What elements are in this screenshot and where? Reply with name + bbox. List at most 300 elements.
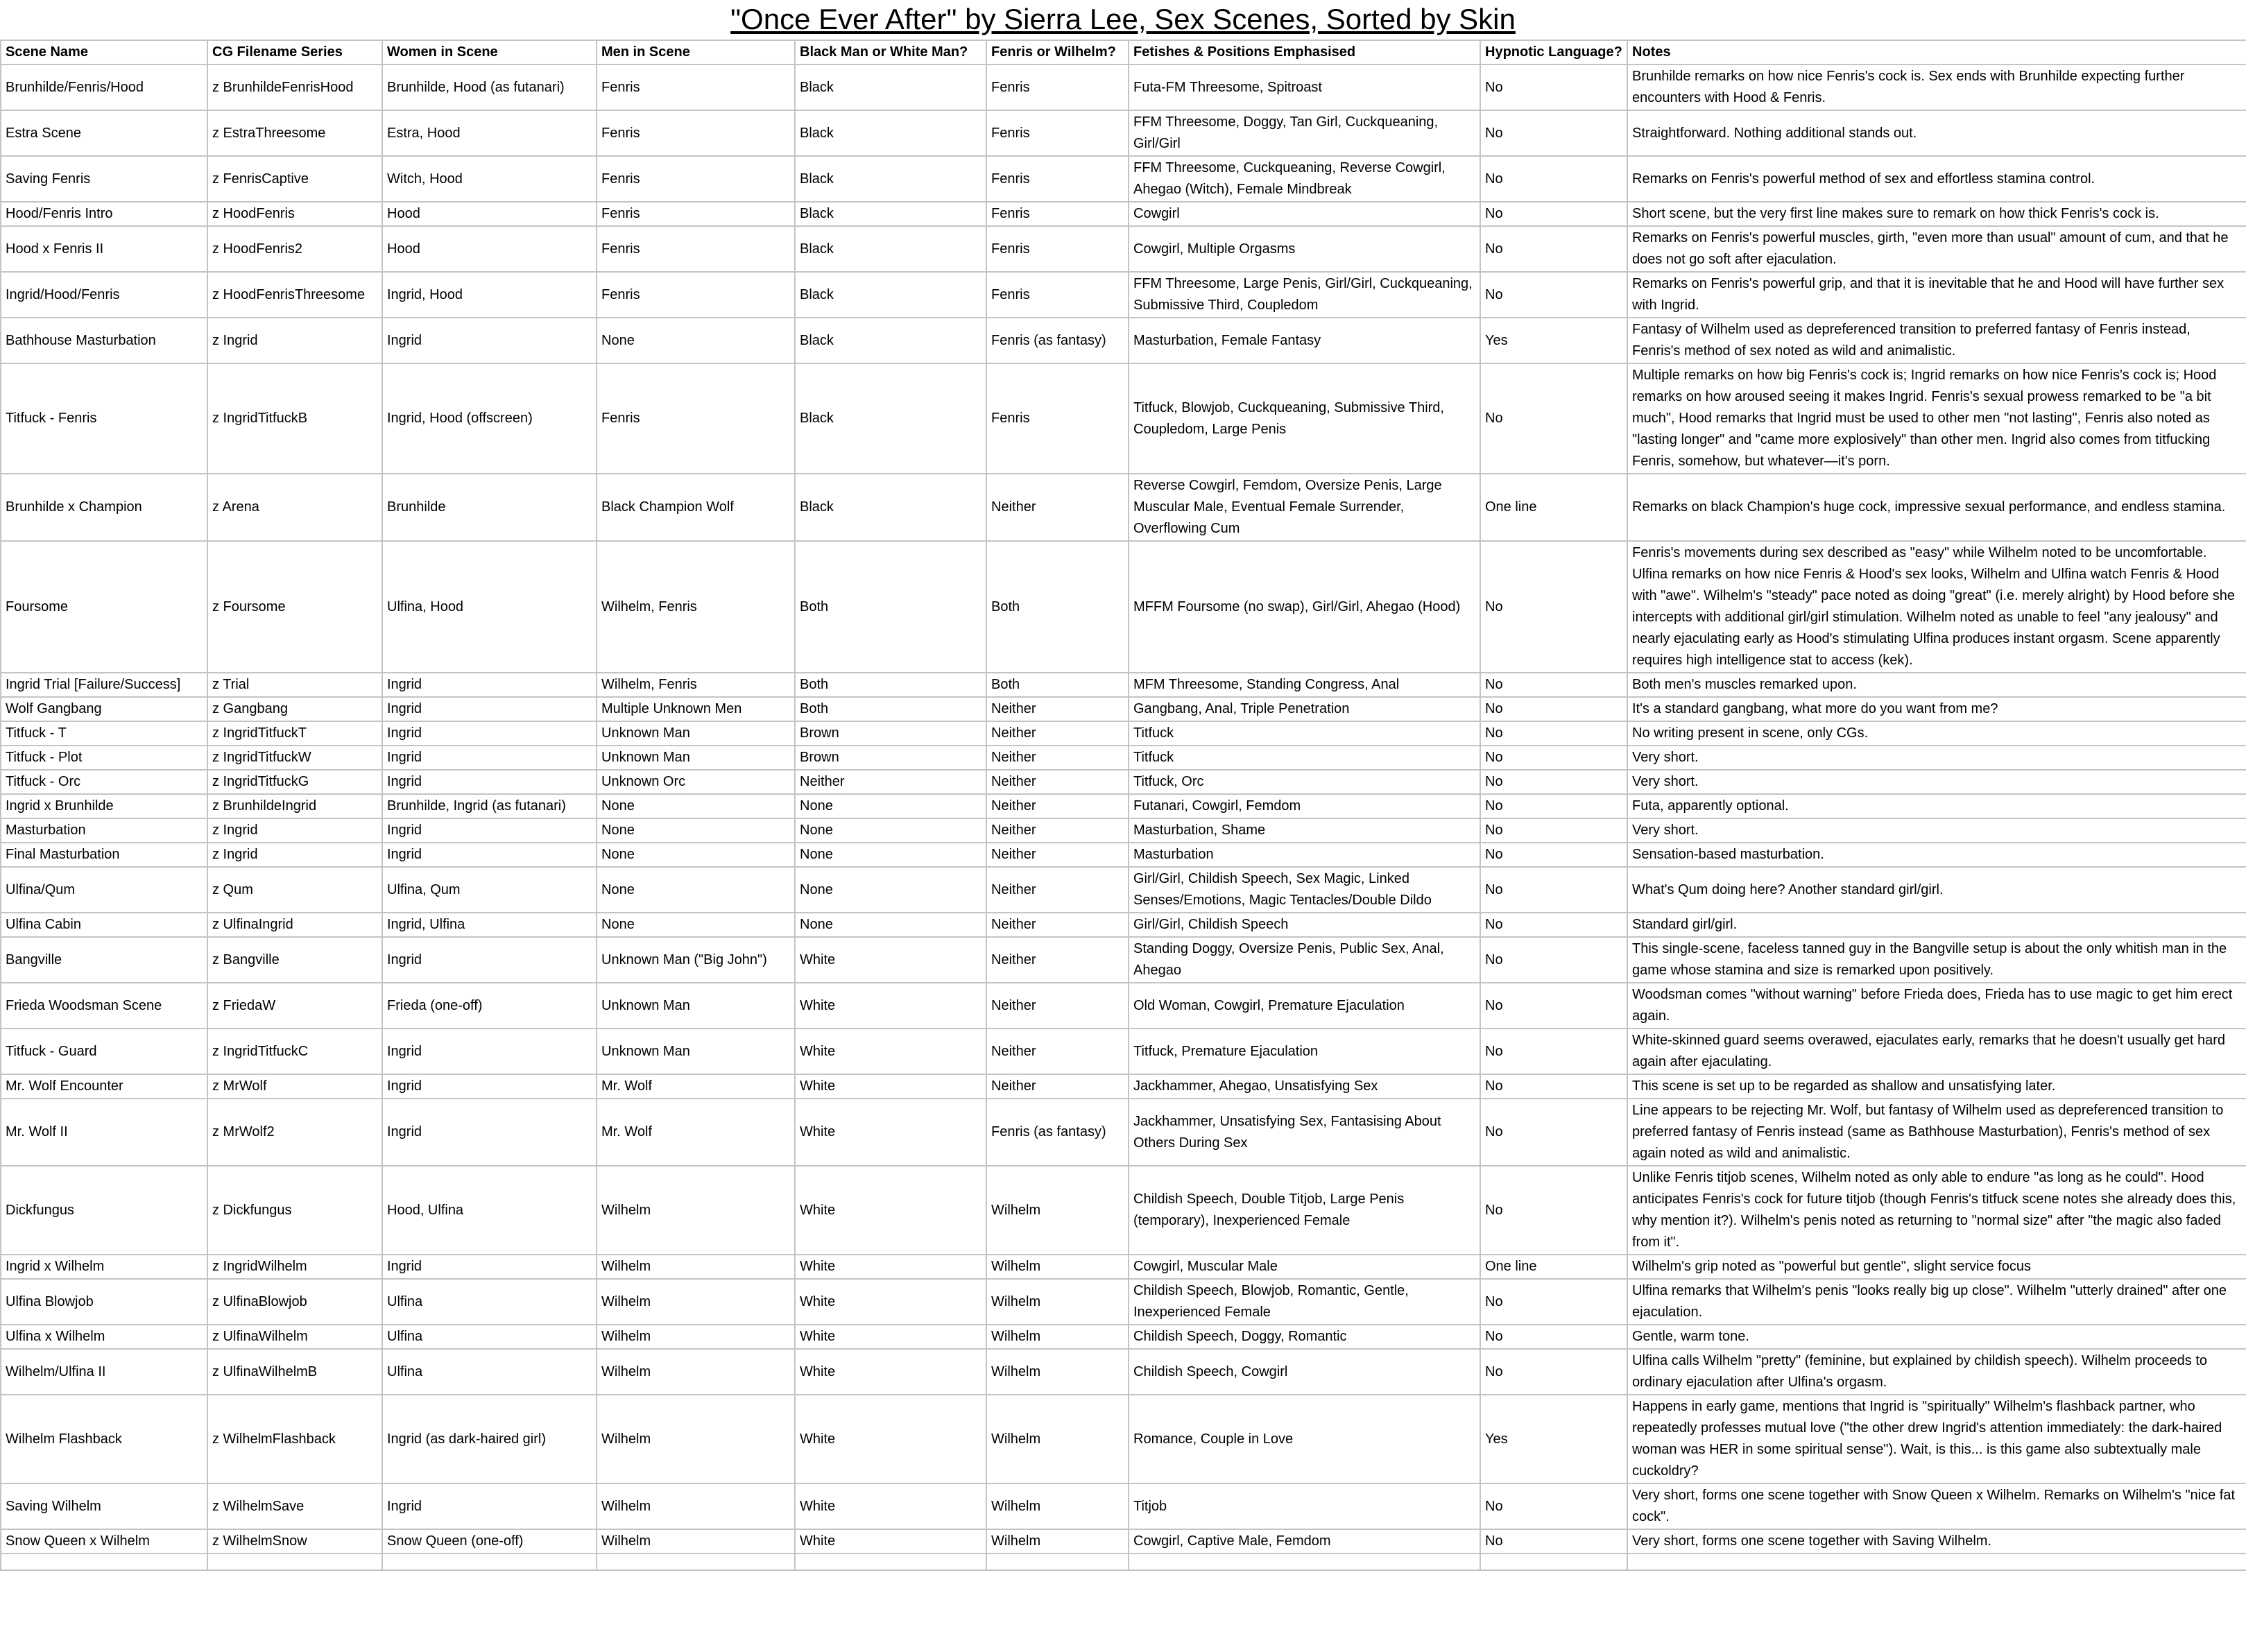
- cell-hypnotic[interactable]: No: [1480, 746, 1627, 770]
- cell-skin[interactable]: White: [795, 1255, 986, 1279]
- cell-men[interactable]: None: [597, 913, 795, 937]
- cell-skin[interactable]: White: [795, 983, 986, 1029]
- cell-cg-filename[interactable]: z UlfinaIngrid: [207, 913, 382, 937]
- cell-fenris-wilhelm[interactable]: Neither: [986, 746, 1129, 770]
- cell-fetishes[interactable]: Jackhammer, Unsatisfying Sex, Fantasising About Others During Sex: [1129, 1099, 1480, 1166]
- cell-women[interactable]: Ingrid: [382, 1029, 597, 1074]
- cell-cg-filename[interactable]: z HoodFenrisThreesome: [207, 272, 382, 318]
- cell-men[interactable]: Wilhelm: [597, 1255, 795, 1279]
- cell-fetishes[interactable]: Cowgirl: [1129, 202, 1480, 226]
- cell-skin[interactable]: None: [795, 913, 986, 937]
- cell-fenris-wilhelm[interactable]: Neither: [986, 983, 1129, 1029]
- cell-cg-filename[interactable]: z Foursome: [207, 541, 382, 673]
- cell-women[interactable]: Ingrid: [382, 818, 597, 843]
- cell-fenris-wilhelm[interactable]: Wilhelm: [986, 1279, 1129, 1325]
- cell-men[interactable]: Wilhelm: [597, 1395, 795, 1483]
- empty-cell[interactable]: [1, 1554, 207, 1570]
- cell-notes[interactable]: Very short, forms one scene together with Snow Queen x Wilhelm. Remarks on Wilhelm's "nice fat cock".: [1627, 1483, 2246, 1529]
- cell-notes[interactable]: Fenris's movements during sex described as "easy" while Wilhelm noted to be uncomfortable. Ulfina remarks on how nice Fenris & Hood's sex looks, Wilhelm and Ulfina watch Fenris & Hood with "awe". Wilhelm's "steady" pace noted as doing "great" (i.e. merely alright) by Hood before she intercepts with additional girl/girl stimulation. Wilhelm noted as unable to feel "any jealousy" and nearly ejaculating early as Hood's stimulating Ulfina produces instant orgasm. Scene apparently requires high intelligence stat to access (kek).: [1627, 541, 2246, 673]
- cell-fetishes[interactable]: Reverse Cowgirl, Femdom, Oversize Penis, Large Muscular Male, Eventual Female Surrender, Overflowing Cum: [1129, 474, 1480, 541]
- cell-hypnotic[interactable]: No: [1480, 673, 1627, 697]
- cell-fetishes[interactable]: Cowgirl, Multiple Orgasms: [1129, 226, 1480, 272]
- cell-fenris-wilhelm[interactable]: Wilhelm: [986, 1395, 1129, 1483]
- cell-women[interactable]: Ingrid: [382, 1074, 597, 1099]
- cell-scene-name[interactable]: Saving Wilhelm: [1, 1483, 207, 1529]
- cell-scene-name[interactable]: Hood/Fenris Intro: [1, 202, 207, 226]
- cell-scene-name[interactable]: Titfuck - Fenris: [1, 363, 207, 474]
- cell-women[interactable]: Ingrid: [382, 318, 597, 363]
- cell-fenris-wilhelm[interactable]: Fenris: [986, 363, 1129, 474]
- cell-scene-name[interactable]: Titfuck - T: [1, 721, 207, 746]
- cell-hypnotic[interactable]: No: [1480, 110, 1627, 156]
- cell-scene-name[interactable]: Saving Fenris: [1, 156, 207, 202]
- cell-men[interactable]: Unknown Man: [597, 983, 795, 1029]
- cell-skin[interactable]: White: [795, 937, 986, 983]
- cell-skin[interactable]: Black: [795, 156, 986, 202]
- cell-fenris-wilhelm[interactable]: Wilhelm: [986, 1529, 1129, 1554]
- cell-cg-filename[interactable]: z HoodFenris: [207, 202, 382, 226]
- cell-scene-name[interactable]: Ingrid/Hood/Fenris: [1, 272, 207, 318]
- cell-skin[interactable]: Both: [795, 697, 986, 721]
- cell-hypnotic[interactable]: No: [1480, 1029, 1627, 1074]
- cell-cg-filename[interactable]: z MrWolf2: [207, 1099, 382, 1166]
- cell-fetishes[interactable]: Childish Speech, Doggy, Romantic: [1129, 1325, 1480, 1349]
- cell-notes[interactable]: Ulfina remarks that Wilhelm's penis "looks really big up close". Wilhelm "utterly drained" after one ejaculation.: [1627, 1279, 2246, 1325]
- cell-hypnotic[interactable]: No: [1480, 770, 1627, 794]
- cell-scene-name[interactable]: Frieda Woodsman Scene: [1, 983, 207, 1029]
- empty-cell[interactable]: [1480, 1554, 1627, 1570]
- cell-fenris-wilhelm[interactable]: Wilhelm: [986, 1255, 1129, 1279]
- cell-fenris-wilhelm[interactable]: Neither: [986, 1029, 1129, 1074]
- cell-hypnotic[interactable]: No: [1480, 937, 1627, 983]
- empty-cell[interactable]: [207, 1554, 382, 1570]
- cell-skin[interactable]: White: [795, 1395, 986, 1483]
- cell-women[interactable]: Hood: [382, 226, 597, 272]
- cell-scene-name[interactable]: Ulfina/Qum: [1, 867, 207, 913]
- cell-hypnotic[interactable]: No: [1480, 721, 1627, 746]
- cell-women[interactable]: Hood, Ulfina: [382, 1166, 597, 1255]
- cell-women[interactable]: Ingrid: [382, 697, 597, 721]
- cell-men[interactable]: Wilhelm: [597, 1483, 795, 1529]
- cell-fetishes[interactable]: Titfuck, Orc: [1129, 770, 1480, 794]
- cell-fenris-wilhelm[interactable]: Fenris (as fantasy): [986, 1099, 1129, 1166]
- cell-hypnotic[interactable]: No: [1480, 1279, 1627, 1325]
- cell-cg-filename[interactable]: z FriedaW: [207, 983, 382, 1029]
- cell-notes[interactable]: Sensation-based masturbation.: [1627, 843, 2246, 867]
- cell-women[interactable]: Ulfina: [382, 1325, 597, 1349]
- cell-women[interactable]: Estra, Hood: [382, 110, 597, 156]
- cell-cg-filename[interactable]: z UlfinaWilhelm: [207, 1325, 382, 1349]
- cell-cg-filename[interactable]: z IngridTitfuckG: [207, 770, 382, 794]
- cell-fetishes[interactable]: Gangbang, Anal, Triple Penetration: [1129, 697, 1480, 721]
- cell-cg-filename[interactable]: z Gangbang: [207, 697, 382, 721]
- cell-notes[interactable]: Gentle, warm tone.: [1627, 1325, 2246, 1349]
- cell-skin[interactable]: Black: [795, 202, 986, 226]
- empty-cell[interactable]: [597, 1554, 795, 1570]
- cell-skin[interactable]: Black: [795, 226, 986, 272]
- cell-skin[interactable]: White: [795, 1099, 986, 1166]
- cell-scene-name[interactable]: Wilhelm Flashback: [1, 1395, 207, 1483]
- cell-hypnotic[interactable]: No: [1480, 202, 1627, 226]
- cell-notes[interactable]: Unlike Fenris titjob scenes, Wilhelm noted as only able to endure "as long as he could". Hood anticipates Fenris's cock for future titjob (though Fenris's titfuck scene notes she already does this, why mention it?). Wilhelm's penis noted as returning to "normal size" after "the magic also faded from it".: [1627, 1166, 2246, 1255]
- cell-men[interactable]: Wilhelm: [597, 1325, 795, 1349]
- cell-notes[interactable]: Line appears to be rejecting Mr. Wolf, but fantasy of Wilhelm used as depreferenced transition to preferred fantasy of Fenris instead (same as Bathhouse Masturbation), Fenris's method of sex again noted as wild and animalistic.: [1627, 1099, 2246, 1166]
- cell-women[interactable]: Ingrid: [382, 673, 597, 697]
- cell-women[interactable]: Ingrid: [382, 937, 597, 983]
- cell-skin[interactable]: Black: [795, 474, 986, 541]
- cell-scene-name[interactable]: Foursome: [1, 541, 207, 673]
- cell-hypnotic[interactable]: No: [1480, 156, 1627, 202]
- cell-men[interactable]: Unknown Orc: [597, 770, 795, 794]
- cell-men[interactable]: Fenris: [597, 110, 795, 156]
- cell-skin[interactable]: Brown: [795, 746, 986, 770]
- column-header-men[interactable]: Men in Scene: [597, 40, 795, 64]
- cell-fenris-wilhelm[interactable]: Neither: [986, 770, 1129, 794]
- cell-skin[interactable]: White: [795, 1166, 986, 1255]
- cell-notes[interactable]: No writing present in scene, only CGs.: [1627, 721, 2246, 746]
- empty-cell[interactable]: [1627, 1554, 2246, 1570]
- cell-skin[interactable]: White: [795, 1349, 986, 1395]
- cell-notes[interactable]: Multiple remarks on how big Fenris's cock is; Ingrid remarks on how nice Fenris's cock is; Hood remarks on how aroused seeing it makes Ingrid. Fenris's sexual prowess remarked to be "a bit much", Hood remarks that Ingrid must be used to other men "not lasting", Fenris also noted as "lasting longer" and "came more explosively" than other men. Ingrid also comes from titfucking Fenris, somehow, but whatever—it's porn.: [1627, 363, 2246, 474]
- cell-fenris-wilhelm[interactable]: Neither: [986, 794, 1129, 818]
- cell-skin[interactable]: Black: [795, 318, 986, 363]
- cell-men[interactable]: Unknown Man: [597, 746, 795, 770]
- empty-cell[interactable]: [986, 1554, 1129, 1570]
- cell-cg-filename[interactable]: z Ingrid: [207, 818, 382, 843]
- cell-notes[interactable]: Standard girl/girl.: [1627, 913, 2246, 937]
- cell-fenris-wilhelm[interactable]: Neither: [986, 843, 1129, 867]
- cell-women[interactable]: Ingrid: [382, 1099, 597, 1166]
- cell-fetishes[interactable]: Childish Speech, Double Titjob, Large Penis (temporary), Inexperienced Female: [1129, 1166, 1480, 1255]
- cell-fenris-wilhelm[interactable]: Neither: [986, 818, 1129, 843]
- cell-men[interactable]: None: [597, 867, 795, 913]
- cell-women[interactable]: Brunhilde, Ingrid (as futanari): [382, 794, 597, 818]
- cell-notes[interactable]: Remarks on Fenris's powerful grip, and that it is inevitable that he and Hood will have further sex with Ingrid.: [1627, 272, 2246, 318]
- cell-men[interactable]: Black Champion Wolf: [597, 474, 795, 541]
- cell-women[interactable]: Ingrid: [382, 770, 597, 794]
- cell-fetishes[interactable]: Jackhammer, Ahegao, Unsatisfying Sex: [1129, 1074, 1480, 1099]
- cell-scene-name[interactable]: Ulfina Cabin: [1, 913, 207, 937]
- cell-hypnotic[interactable]: No: [1480, 913, 1627, 937]
- empty-cell[interactable]: [795, 1554, 986, 1570]
- cell-fetishes[interactable]: FFM Threesome, Large Penis, Girl/Girl, Cuckqueaning, Submissive Third, Coupledom: [1129, 272, 1480, 318]
- cell-skin[interactable]: White: [795, 1483, 986, 1529]
- cell-hypnotic[interactable]: No: [1480, 1074, 1627, 1099]
- cell-scene-name[interactable]: Titfuck - Orc: [1, 770, 207, 794]
- cell-men[interactable]: Unknown Man ("Big John"): [597, 937, 795, 983]
- cell-cg-filename[interactable]: z HoodFenris2: [207, 226, 382, 272]
- cell-fenris-wilhelm[interactable]: Neither: [986, 474, 1129, 541]
- cell-hypnotic[interactable]: One line: [1480, 474, 1627, 541]
- cell-women[interactable]: Ingrid, Hood (offscreen): [382, 363, 597, 474]
- cell-cg-filename[interactable]: z Ingrid: [207, 318, 382, 363]
- column-header-hypnotic[interactable]: Hypnotic Language?: [1480, 40, 1627, 64]
- cell-fetishes[interactable]: Standing Doggy, Oversize Penis, Public Sex, Anal, Ahegao: [1129, 937, 1480, 983]
- cell-men[interactable]: None: [597, 318, 795, 363]
- cell-fetishes[interactable]: Masturbation: [1129, 843, 1480, 867]
- cell-skin[interactable]: Brown: [795, 721, 986, 746]
- cell-men[interactable]: Wilhelm: [597, 1279, 795, 1325]
- cell-cg-filename[interactable]: z UlfinaBlowjob: [207, 1279, 382, 1325]
- cell-skin[interactable]: None: [795, 867, 986, 913]
- cell-hypnotic[interactable]: No: [1480, 1099, 1627, 1166]
- cell-cg-filename[interactable]: z BrunhildeFenrisHood: [207, 64, 382, 110]
- cell-hypnotic[interactable]: No: [1480, 1349, 1627, 1395]
- cell-notes[interactable]: Short scene, but the very first line makes sure to remark on how thick Fenris's cock is.: [1627, 202, 2246, 226]
- cell-notes[interactable]: What's Qum doing here? Another standard girl/girl.: [1627, 867, 2246, 913]
- empty-cell[interactable]: [382, 1554, 597, 1570]
- cell-hypnotic[interactable]: No: [1480, 1529, 1627, 1554]
- cell-men[interactable]: Fenris: [597, 64, 795, 110]
- cell-skin[interactable]: Black: [795, 272, 986, 318]
- cell-fetishes[interactable]: Masturbation, Shame: [1129, 818, 1480, 843]
- cell-cg-filename[interactable]: z Trial: [207, 673, 382, 697]
- cell-men[interactable]: Mr. Wolf: [597, 1099, 795, 1166]
- cell-hypnotic[interactable]: No: [1480, 64, 1627, 110]
- cell-men[interactable]: Fenris: [597, 272, 795, 318]
- cell-hypnotic[interactable]: Yes: [1480, 1395, 1627, 1483]
- cell-men[interactable]: None: [597, 794, 795, 818]
- cell-cg-filename[interactable]: z EstraThreesome: [207, 110, 382, 156]
- cell-men[interactable]: Unknown Man: [597, 1029, 795, 1074]
- cell-hypnotic[interactable]: No: [1480, 1325, 1627, 1349]
- cell-men[interactable]: None: [597, 818, 795, 843]
- cell-men[interactable]: Unknown Man: [597, 721, 795, 746]
- cell-notes[interactable]: Woodsman comes "without warning" before Frieda does, Frieda has to use magic to get him erect again.: [1627, 983, 2246, 1029]
- cell-fetishes[interactable]: Cowgirl, Muscular Male: [1129, 1255, 1480, 1279]
- cell-cg-filename[interactable]: z Qum: [207, 867, 382, 913]
- cell-scene-name[interactable]: Final Masturbation: [1, 843, 207, 867]
- cell-fenris-wilhelm[interactable]: Both: [986, 541, 1129, 673]
- column-header-skin[interactable]: Black Man or White Man?: [795, 40, 986, 64]
- cell-fenris-wilhelm[interactable]: Fenris: [986, 156, 1129, 202]
- cell-skin[interactable]: Black: [795, 64, 986, 110]
- cell-fenris-wilhelm[interactable]: Wilhelm: [986, 1483, 1129, 1529]
- cell-hypnotic[interactable]: No: [1480, 818, 1627, 843]
- cell-skin[interactable]: None: [795, 843, 986, 867]
- cell-fenris-wilhelm[interactable]: Neither: [986, 867, 1129, 913]
- cell-notes[interactable]: Straightforward. Nothing additional stands out.: [1627, 110, 2246, 156]
- cell-fetishes[interactable]: Futa-FM Threesome, Spitroast: [1129, 64, 1480, 110]
- cell-men[interactable]: Wilhelm: [597, 1166, 795, 1255]
- cell-fenris-wilhelm[interactable]: Neither: [986, 913, 1129, 937]
- cell-fetishes[interactable]: Old Woman, Cowgirl, Premature Ejaculation: [1129, 983, 1480, 1029]
- cell-men[interactable]: Wilhelm, Fenris: [597, 541, 795, 673]
- cell-men[interactable]: Wilhelm: [597, 1349, 795, 1395]
- cell-cg-filename[interactable]: z WilhelmSnow: [207, 1529, 382, 1554]
- cell-cg-filename[interactable]: z BrunhildeIngrid: [207, 794, 382, 818]
- cell-skin[interactable]: White: [795, 1029, 986, 1074]
- cell-hypnotic[interactable]: No: [1480, 272, 1627, 318]
- cell-hypnotic[interactable]: No: [1480, 1166, 1627, 1255]
- cell-notes[interactable]: Remarks on Fenris's powerful muscles, girth, "even more than usual" amount of cum, and that he does not go soft after ejaculation.: [1627, 226, 2246, 272]
- cell-hypnotic[interactable]: Yes: [1480, 318, 1627, 363]
- cell-skin[interactable]: Both: [795, 541, 986, 673]
- cell-scene-name[interactable]: Hood x Fenris II: [1, 226, 207, 272]
- cell-women[interactable]: Witch, Hood: [382, 156, 597, 202]
- cell-fenris-wilhelm[interactable]: Fenris: [986, 64, 1129, 110]
- cell-notes[interactable]: Futa, apparently optional.: [1627, 794, 2246, 818]
- cell-women[interactable]: Brunhilde: [382, 474, 597, 541]
- cell-scene-name[interactable]: Mr. Wolf II: [1, 1099, 207, 1166]
- cell-cg-filename[interactable]: z WilhelmSave: [207, 1483, 382, 1529]
- cell-men[interactable]: None: [597, 843, 795, 867]
- cell-scene-name[interactable]: Ingrid Trial [Failure/Success]: [1, 673, 207, 697]
- cell-fetishes[interactable]: Titjob: [1129, 1483, 1480, 1529]
- cell-women[interactable]: Ingrid, Ulfina: [382, 913, 597, 937]
- cell-hypnotic[interactable]: No: [1480, 363, 1627, 474]
- cell-fetishes[interactable]: Futanari, Cowgirl, Femdom: [1129, 794, 1480, 818]
- cell-notes[interactable]: Remarks on black Champion's huge cock, impressive sexual performance, and endless stamina.: [1627, 474, 2246, 541]
- cell-hypnotic[interactable]: No: [1480, 794, 1627, 818]
- cell-fetishes[interactable]: Childish Speech, Cowgirl: [1129, 1349, 1480, 1395]
- cell-skin[interactable]: Neither: [795, 770, 986, 794]
- cell-women[interactable]: Ulfina: [382, 1279, 597, 1325]
- cell-scene-name[interactable]: Estra Scene: [1, 110, 207, 156]
- cell-skin[interactable]: Both: [795, 673, 986, 697]
- cell-fenris-wilhelm[interactable]: Fenris: [986, 110, 1129, 156]
- cell-skin[interactable]: White: [795, 1074, 986, 1099]
- cell-fenris-wilhelm[interactable]: Fenris: [986, 272, 1129, 318]
- cell-hypnotic[interactable]: No: [1480, 867, 1627, 913]
- cell-women[interactable]: Ingrid: [382, 1483, 597, 1529]
- cell-men[interactable]: Wilhelm: [597, 1529, 795, 1554]
- cell-hypnotic[interactable]: No: [1480, 226, 1627, 272]
- cell-scene-name[interactable]: Ulfina x Wilhelm: [1, 1325, 207, 1349]
- column-header-fetishes[interactable]: Fetishes & Positions Emphasised: [1129, 40, 1480, 64]
- cell-fenris-wilhelm[interactable]: Wilhelm: [986, 1166, 1129, 1255]
- column-header-scene-name[interactable]: Scene Name: [1, 40, 207, 64]
- cell-fenris-wilhelm[interactable]: Neither: [986, 697, 1129, 721]
- cell-notes[interactable]: Very short.: [1627, 818, 2246, 843]
- cell-skin[interactable]: White: [795, 1279, 986, 1325]
- cell-fetishes[interactable]: Titfuck, Blowjob, Cuckqueaning, Submissive Third, Coupledom, Large Penis: [1129, 363, 1480, 474]
- cell-cg-filename[interactable]: z Dickfungus: [207, 1166, 382, 1255]
- cell-hypnotic[interactable]: No: [1480, 983, 1627, 1029]
- cell-fetishes[interactable]: Titfuck: [1129, 721, 1480, 746]
- cell-scene-name[interactable]: Bangville: [1, 937, 207, 983]
- empty-cell[interactable]: [1129, 1554, 1480, 1570]
- cell-fenris-wilhelm[interactable]: Fenris: [986, 226, 1129, 272]
- cell-scene-name[interactable]: Wilhelm/Ulfina II: [1, 1349, 207, 1395]
- cell-fetishes[interactable]: Girl/Girl, Childish Speech, Sex Magic, Linked Senses/Emotions, Magic Tentacles/Double Dildo: [1129, 867, 1480, 913]
- cell-women[interactable]: Snow Queen (one-off): [382, 1529, 597, 1554]
- cell-men[interactable]: Fenris: [597, 363, 795, 474]
- cell-hypnotic[interactable]: No: [1480, 1483, 1627, 1529]
- cell-notes[interactable]: Wilhelm's grip noted as "powerful but gentle", slight service focus: [1627, 1255, 2246, 1279]
- cell-women[interactable]: Hood: [382, 202, 597, 226]
- cell-scene-name[interactable]: Ingrid x Brunhilde: [1, 794, 207, 818]
- cell-fenris-wilhelm[interactable]: Both: [986, 673, 1129, 697]
- cell-cg-filename[interactable]: z Bangville: [207, 937, 382, 983]
- cell-skin[interactable]: Black: [795, 110, 986, 156]
- cell-men[interactable]: Multiple Unknown Men: [597, 697, 795, 721]
- column-header-fenris-wilhelm[interactable]: Fenris or Wilhelm?: [986, 40, 1129, 64]
- cell-scene-name[interactable]: Brunhilde/Fenris/Hood: [1, 64, 207, 110]
- cell-notes[interactable]: Brunhilde remarks on how nice Fenris's cock is. Sex ends with Brunhilde expecting further encounters with Hood & Fenris.: [1627, 64, 2246, 110]
- cell-men[interactable]: Fenris: [597, 202, 795, 226]
- cell-notes[interactable]: White-skinned guard seems overawed, ejaculates early, remarks that he doesn't usually get hard again after ejaculating.: [1627, 1029, 2246, 1074]
- cell-fetishes[interactable]: Masturbation, Female Fantasy: [1129, 318, 1480, 363]
- cell-scene-name[interactable]: Titfuck - Plot: [1, 746, 207, 770]
- cell-hypnotic[interactable]: No: [1480, 697, 1627, 721]
- cell-men[interactable]: Fenris: [597, 156, 795, 202]
- cell-scene-name[interactable]: Masturbation: [1, 818, 207, 843]
- cell-women[interactable]: Ingrid (as dark-haired girl): [382, 1395, 597, 1483]
- cell-notes[interactable]: Happens in early game, mentions that Ingrid is "spiritually" Wilhelm's flashback partner, who repeatedly professes mutual love ("the other drew Ingrid's attention immediately: the dark-haired woman was HER in some spiritual sense"). Wait, is this... is this game also subtextually male cuckoldry?: [1627, 1395, 2246, 1483]
- cell-fetishes[interactable]: Titfuck: [1129, 746, 1480, 770]
- cell-women[interactable]: Ingrid: [382, 843, 597, 867]
- cell-women[interactable]: Ingrid: [382, 746, 597, 770]
- cell-women[interactable]: Ulfina, Qum: [382, 867, 597, 913]
- cell-notes[interactable]: Fantasy of Wilhelm used as depreferenced transition to preferred fantasy of Fenris instead, Fenris's method of sex noted as wild and animalistic.: [1627, 318, 2246, 363]
- cell-scene-name[interactable]: Bathhouse Masturbation: [1, 318, 207, 363]
- cell-fenris-wilhelm[interactable]: Fenris: [986, 202, 1129, 226]
- cell-skin[interactable]: None: [795, 794, 986, 818]
- cell-fetishes[interactable]: Titfuck, Premature Ejaculation: [1129, 1029, 1480, 1074]
- cell-fenris-wilhelm[interactable]: Neither: [986, 721, 1129, 746]
- cell-scene-name[interactable]: Ingrid x Wilhelm: [1, 1255, 207, 1279]
- cell-fenris-wilhelm[interactable]: Fenris (as fantasy): [986, 318, 1129, 363]
- cell-cg-filename[interactable]: z UlfinaWilhelmB: [207, 1349, 382, 1395]
- cell-fenris-wilhelm[interactable]: Wilhelm: [986, 1325, 1129, 1349]
- cell-fenris-wilhelm[interactable]: Neither: [986, 1074, 1129, 1099]
- cell-notes[interactable]: Very short.: [1627, 770, 2246, 794]
- cell-women[interactable]: Brunhilde, Hood (as futanari): [382, 64, 597, 110]
- cell-fetishes[interactable]: Romance, Couple in Love: [1129, 1395, 1480, 1483]
- cell-women[interactable]: Ingrid: [382, 721, 597, 746]
- cell-skin[interactable]: White: [795, 1325, 986, 1349]
- cell-notes[interactable]: Remarks on Fenris's powerful method of sex and effortless stamina control.: [1627, 156, 2246, 202]
- cell-notes[interactable]: Very short, forms one scene together with Saving Wilhelm.: [1627, 1529, 2246, 1554]
- cell-women[interactable]: Frieda (one-off): [382, 983, 597, 1029]
- cell-fetishes[interactable]: MFFM Foursome (no swap), Girl/Girl, Ahegao (Hood): [1129, 541, 1480, 673]
- cell-scene-name[interactable]: Titfuck - Guard: [1, 1029, 207, 1074]
- cell-notes[interactable]: Both men's muscles remarked upon.: [1627, 673, 2246, 697]
- cell-cg-filename[interactable]: z IngridWilhelm: [207, 1255, 382, 1279]
- cell-hypnotic[interactable]: No: [1480, 541, 1627, 673]
- cell-women[interactable]: Ingrid, Hood: [382, 272, 597, 318]
- cell-scene-name[interactable]: Wolf Gangbang: [1, 697, 207, 721]
- cell-scene-name[interactable]: Ulfina Blowjob: [1, 1279, 207, 1325]
- cell-cg-filename[interactable]: z Ingrid: [207, 843, 382, 867]
- cell-skin[interactable]: Black: [795, 363, 986, 474]
- cell-hypnotic[interactable]: No: [1480, 843, 1627, 867]
- cell-fetishes[interactable]: FFM Threesome, Doggy, Tan Girl, Cuckqueaning, Girl/Girl: [1129, 110, 1480, 156]
- cell-fenris-wilhelm[interactable]: Neither: [986, 937, 1129, 983]
- cell-notes[interactable]: This single-scene, faceless tanned guy in the Bangville setup is about the only whitish man in the game whose stamina and size is remarked upon positively.: [1627, 937, 2246, 983]
- cell-cg-filename[interactable]: z MrWolf: [207, 1074, 382, 1099]
- cell-women[interactable]: Ulfina, Hood: [382, 541, 597, 673]
- column-header-women[interactable]: Women in Scene: [382, 40, 597, 64]
- cell-men[interactable]: Fenris: [597, 226, 795, 272]
- cell-skin[interactable]: White: [795, 1529, 986, 1554]
- cell-cg-filename[interactable]: z WilhelmFlashback: [207, 1395, 382, 1483]
- cell-women[interactable]: Ulfina: [382, 1349, 597, 1395]
- cell-cg-filename[interactable]: z FenrisCaptive: [207, 156, 382, 202]
- cell-cg-filename[interactable]: z IngridTitfuckC: [207, 1029, 382, 1074]
- cell-women[interactable]: Ingrid: [382, 1255, 597, 1279]
- cell-scene-name[interactable]: Snow Queen x Wilhelm: [1, 1529, 207, 1554]
- cell-men[interactable]: Wilhelm, Fenris: [597, 673, 795, 697]
- cell-hypnotic[interactable]: One line: [1480, 1255, 1627, 1279]
- cell-fenris-wilhelm[interactable]: Wilhelm: [986, 1349, 1129, 1395]
- cell-scene-name[interactable]: Mr. Wolf Encounter: [1, 1074, 207, 1099]
- cell-notes[interactable]: This scene is set up to be regarded as shallow and unsatisfying later.: [1627, 1074, 2246, 1099]
- cell-scene-name[interactable]: Dickfungus: [1, 1166, 207, 1255]
- cell-fetishes[interactable]: FFM Threesome, Cuckqueaning, Reverse Cowgirl, Ahegao (Witch), Female Mindbreak: [1129, 156, 1480, 202]
- cell-cg-filename[interactable]: z IngridTitfuckW: [207, 746, 382, 770]
